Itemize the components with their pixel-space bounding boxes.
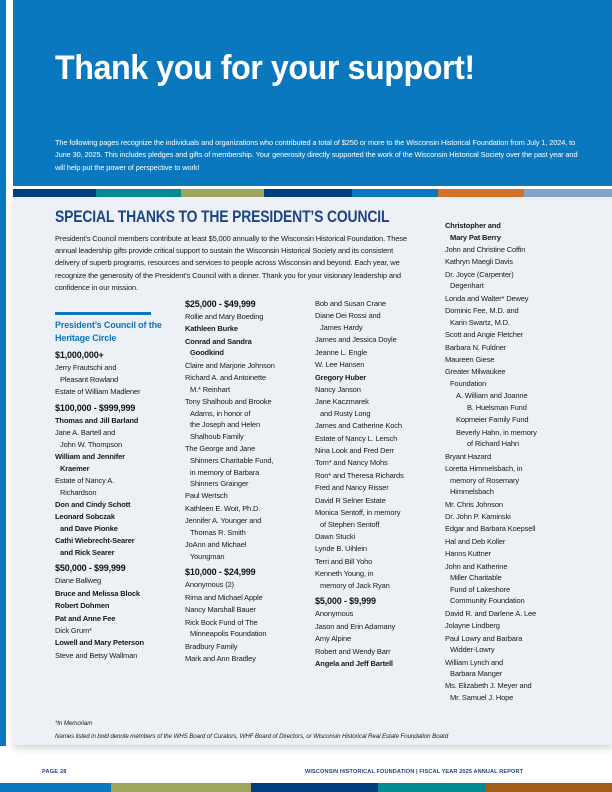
donor-entry: [55, 600, 183, 612]
donor-entry: [55, 415, 183, 427]
donor-name: Diane Dei Rossi and: [315, 311, 381, 321]
donor-name: Diane Ballweg: [55, 576, 101, 586]
donor-name: John and Christine Coffin: [445, 244, 526, 254]
donor-name-continued: Adams, in honor of: [190, 408, 251, 418]
donor-name: David R. and Darlene A. Lee: [445, 608, 537, 618]
donor-entry: [315, 470, 445, 482]
donor-entry: [185, 592, 315, 604]
donor-entry: [185, 641, 315, 653]
donor-name: Jolayne Lindberg: [445, 621, 500, 631]
donor-name: Kopmeier Family Fund: [456, 415, 529, 425]
donor-name: Kathleen Burke: [185, 324, 238, 334]
donor-name: Gregory Huber: [315, 372, 366, 382]
stripe-segment: [251, 783, 378, 792]
donor-name: Edgar and Barbara Koepsell: [445, 524, 536, 534]
donor-entry: [445, 633, 605, 656]
donor-name-continued: James Hardy: [320, 322, 363, 332]
donor-entry: [445, 342, 605, 354]
donor-list: [445, 220, 605, 704]
donor-entry: [445, 536, 605, 548]
donor-name: Dominic Fee, M.D. and: [445, 306, 519, 316]
donor-entry: [315, 621, 445, 633]
donor-entry: [315, 384, 445, 396]
report-title-footer: WISCONSIN HISTORICAL FOUNDATION | FISCAL YEAR 2025 ANNUAL REPORT: [305, 769, 524, 775]
donor-name: Anonymous (2): [185, 580, 234, 590]
donor-name-continued: Degenhart: [450, 281, 484, 291]
donor-name-continued: M.* Reinhart: [190, 384, 230, 394]
donor-name-continued: Kraemer: [60, 463, 90, 473]
color-stripe-top: [13, 189, 612, 197]
donor-name: Kathryn Maegli Davis: [445, 257, 513, 267]
hero-banner: [13, 0, 612, 186]
donor-entry: [55, 451, 183, 474]
donor-list: [55, 362, 183, 398]
donor-name-continued: in memory of Barbara: [190, 467, 260, 477]
donor-entry: [55, 475, 183, 498]
stripe-segment: [486, 783, 612, 792]
donor-name-continued: Richardson: [60, 487, 97, 497]
donor-name-continued: John W. Thompson: [60, 439, 123, 449]
stripe-segment: [438, 189, 524, 197]
donor-entry: [315, 372, 445, 384]
donor-entry: [315, 646, 445, 658]
donor-name: Jennifer A. Younger and: [185, 516, 262, 526]
donor-name: Robert Dohmen: [55, 601, 110, 611]
donor-name: Estate of Nancy A.: [55, 475, 114, 485]
donor-list: [315, 298, 445, 591]
donor-entry: [445, 620, 605, 632]
donor-column-3: [315, 298, 445, 670]
donor-entry: [185, 311, 315, 323]
donor-entry: [445, 548, 605, 560]
donor-name-continued: Shinners Grainger: [190, 479, 249, 489]
donor-entry: [315, 556, 445, 568]
donor-name: JoAnn and Michael: [185, 540, 247, 550]
donor-entry: [445, 657, 605, 680]
donor-name: Bob and Susan Crane: [315, 299, 386, 308]
section-intro: President’s Council members contribute at least $5,000 annually to the Wisconsin Historical Foundation. These annual leadership gifts provide critical support to sustain the Wisconsin Historical Society and its consistent delivery of superb programs, resources and services to people across Wisconsin and beyond. Each year, we recognize the generosity of the President’s Council with a dinner. Thank you for your visionary leadership and confidence in our mission.: [55, 234, 407, 292]
donor-name: Bryant Hazard: [445, 451, 491, 461]
donor-name-continued: Community Foundation: [450, 596, 525, 606]
donor-entry: [55, 637, 183, 649]
donor-name: Christopher and: [445, 221, 501, 230]
donor-entry: [55, 588, 183, 600]
donor-name-continued: the Joseph and Helen: [190, 420, 260, 430]
page-title: Thank you for your support!: [55, 49, 475, 87]
page-number: PAGE 28: [42, 769, 67, 775]
donor-name: William Lynch and: [445, 657, 504, 667]
donor-name: Rima and Michael Apple: [185, 592, 263, 602]
tier-heading: $50,000 - $99,999: [55, 563, 126, 574]
hero-description: The following pages recognize the individuals and organizations who contributed a total of $250 or more to the Wisconsin Historical Foundation from July 1, 2024, to June 30, 2025. This includes pledges and gifts of membership. Your generosity directly supported the work of the Wisconsin Historical Society over the past year and will help put the power of perspective to work!: [55, 138, 578, 172]
donor-name: Claire and Marjorie Johnson: [185, 360, 275, 370]
donor-entry: [315, 347, 445, 359]
donor-name: Nancy Janson: [315, 384, 361, 394]
donor-name: James and Catherine Koch: [315, 421, 402, 431]
donor-name: Estate of Nancy L. Lersch: [315, 433, 398, 443]
donor-name-continued: and Rick Searer: [60, 547, 115, 557]
donor-name-continued: Karin Swartz, M.D.: [450, 317, 510, 327]
donor-name: Lowell and Mary Peterson: [55, 638, 144, 648]
donor-name: Paul Lowry and Barbara: [445, 633, 523, 643]
donor-name: William and Jennifer: [55, 451, 125, 461]
donor-entry: [445, 499, 605, 511]
donor-entry: [55, 625, 183, 637]
donor-list: [185, 579, 315, 664]
donor-entry: [55, 575, 183, 587]
donor-entry: [185, 490, 315, 502]
stripe-segment: [524, 189, 612, 197]
donor-name-continued: Shinners Charitable Fund,: [190, 455, 274, 465]
donor-entry: [315, 658, 445, 670]
stripe-segment: [378, 783, 486, 792]
donor-name: Kathleen E. Woit, Ph.D.: [185, 503, 261, 513]
donor-entry: [445, 680, 605, 703]
donor-entry: [315, 608, 445, 620]
donor-entry: [315, 420, 445, 432]
donor-name: Jeanne L. Engle: [315, 347, 367, 357]
donor-name: Dick Grum*: [55, 626, 92, 636]
donor-name-continued: and Rusty Long: [320, 408, 371, 418]
donor-entry: [315, 507, 445, 530]
donor-entry: [185, 579, 315, 591]
section-title: SPECIAL THANKS TO THE PRESIDENT’S COUNCIL: [55, 207, 390, 226]
donor-name-continued: Widder-Lowry: [450, 645, 495, 655]
heading-rule: [55, 312, 151, 315]
donor-entry: [315, 495, 445, 507]
donor-entry: [185, 515, 315, 538]
donor-name: Jane Kaczmarek: [315, 397, 369, 407]
donor-name: Bradbury Family: [185, 641, 238, 651]
donor-list: [185, 311, 315, 562]
donor-entry: [315, 359, 445, 371]
donor-entry: [185, 653, 315, 665]
donor-name: Jane A. Bartell and: [55, 427, 116, 437]
donor-name-continued: of Richard Hahn: [467, 439, 519, 449]
donor-name: Pat and Anne Fee: [55, 613, 116, 623]
donor-entry: [185, 443, 315, 489]
donor-column-4: [445, 220, 605, 704]
donor-entry: [185, 539, 315, 562]
donor-entry: [315, 433, 445, 445]
stripe-segment: [352, 189, 438, 197]
donor-name: Mark and Ann Bradley: [185, 653, 256, 663]
donor-name-continued: Foundation: [450, 378, 487, 388]
tier-heading: $25,000 - $49,999: [185, 299, 256, 309]
donor-name-continued: Goodkind: [190, 348, 224, 358]
donor-name: Nancy Marshall Bauer: [185, 605, 256, 615]
donor-entry: [185, 396, 315, 442]
donor-name: Leonard Sobczak: [55, 512, 115, 522]
donor-name: Greater Milwaukee: [445, 367, 506, 377]
left-accent-bar: [0, 0, 6, 746]
donor-entry: [445, 354, 605, 366]
donor-entry: [445, 451, 605, 463]
donor-entry: [315, 457, 445, 469]
donor-entry: [445, 608, 605, 620]
donor-entry: [315, 298, 445, 310]
donor-entry: [55, 427, 183, 450]
heritage-circle-heading: President’s Council of the Heritage Circle: [55, 320, 162, 343]
donor-entry: [445, 390, 605, 413]
donor-name: A. William and Joanne: [456, 391, 528, 401]
donor-name: David R Selner Estate: [315, 495, 386, 505]
donor-name: Anonymous: [315, 609, 354, 619]
donor-entry: [445, 305, 605, 328]
donor-entry: [445, 329, 605, 341]
donor-name: James and Jessica Doyle: [315, 335, 397, 345]
footnotes: [55, 717, 448, 743]
donor-name: Angela and Jeff Bartell: [315, 658, 393, 668]
stripe-segment: [264, 189, 352, 197]
donor-name: Londa and Walter* Dewey: [445, 293, 529, 303]
donor-entry: [315, 482, 445, 494]
donor-name: Richard A. and Antoinette: [185, 373, 266, 383]
donor-name-continued: Thomas R. Smith: [190, 527, 246, 537]
donor-name: Rollie and Mary Boeding: [185, 312, 264, 321]
donor-name: Tony Shalhoub and Brooke: [185, 397, 272, 407]
donor-entry: [445, 427, 605, 450]
color-stripe-bottom: [0, 783, 612, 792]
donor-name: Hanns Kuttner: [445, 549, 491, 559]
donor-name-continued: Miller Charitable: [450, 573, 502, 583]
tier-heading: $10,000 - $24,999: [185, 567, 256, 578]
donor-name: The George and Jane: [185, 444, 256, 454]
donor-name: Ms. Elizabeth J. Meyer and: [445, 681, 532, 691]
donor-name: Estate of William Madlener: [55, 386, 141, 396]
donor-list: [55, 415, 183, 559]
donor-entry: [445, 269, 605, 292]
donor-name: Steve and Betsy Wallman: [55, 650, 138, 660]
donor-name-continued: Mary Pat Berry: [450, 232, 501, 242]
donor-entry: [445, 463, 605, 498]
donor-entry: [185, 604, 315, 616]
donor-entry: [185, 360, 315, 372]
bold-names-note: Names listed in bold denote members of the WHS Board of Curators, WHF Board of Directors, or Wisconsin Historical Real Estate Foundation Board: [55, 733, 449, 740]
donor-column-1: [55, 312, 183, 662]
donor-entry: [315, 543, 445, 555]
donor-name: Jerry Frautschi and: [55, 363, 117, 372]
donor-entry: [445, 561, 605, 607]
donor-name: Dr. Joyce (Carpenter): [445, 269, 514, 279]
donor-list: [55, 575, 183, 661]
donor-name: Kenneth Young, in: [315, 569, 374, 579]
donor-name: Hal and Deb Koller: [445, 536, 506, 546]
donor-entry: [55, 613, 183, 625]
donor-name-continued: Youngman: [190, 551, 225, 561]
donor-entry: [445, 220, 605, 243]
donor-entry: [445, 523, 605, 535]
donor-entry: [185, 336, 315, 359]
donor-name: W. Lee Hansen: [315, 360, 365, 370]
donor-entry: [315, 310, 445, 333]
donor-name: Bruce and Melissa Block: [55, 588, 140, 598]
donor-entry: [315, 445, 445, 457]
donor-entry: [445, 366, 605, 389]
tier-heading: $1,000,000+: [55, 350, 104, 360]
donor-entry: [445, 511, 605, 523]
donor-entry: [55, 386, 183, 398]
donor-name: Amy Alpine: [315, 634, 352, 644]
donor-name: Barbara N. Fuldner: [445, 342, 507, 352]
donor-name-continued: and Dave Pionke: [60, 523, 118, 533]
donor-name-continued: Fund of Lakeshore: [450, 584, 510, 594]
tier-heading: $5,000 - $9,999: [315, 596, 376, 607]
donor-entry: [315, 633, 445, 645]
donor-name: Don and Cindy Schott: [55, 499, 131, 509]
donor-entry: [55, 650, 183, 662]
donor-name-continued: memory of Jack Ryan: [320, 580, 390, 590]
donor-entry: [55, 535, 183, 558]
donor-entry: [185, 323, 315, 335]
memoriam-note: *In Memoriam: [55, 720, 93, 727]
donor-name: Paul Wertsch: [185, 491, 228, 501]
donor-name: Conrad and Sandra: [185, 336, 252, 346]
donor-name-continued: Minneapolis Foundation: [190, 629, 267, 639]
donor-name: Beverly Hahn, in memory: [456, 427, 537, 437]
donor-content: [13, 197, 612, 745]
donor-entry: [315, 531, 445, 543]
donor-name: Mr. Chris Johnson: [445, 499, 503, 509]
donor-name: Thomas and Jill Barland: [55, 415, 139, 425]
stripe-segment: [96, 189, 181, 197]
donor-list: [315, 608, 445, 669]
donor-entry: [185, 372, 315, 395]
donor-entry: [445, 244, 605, 256]
donor-entry: [185, 503, 315, 515]
donor-name-continued: of Stephen Sentoff: [320, 519, 380, 529]
donor-name-continued: Himmelsbach: [450, 487, 494, 497]
donor-name: Terri and Bill Yoho: [315, 556, 373, 566]
donor-name: Monica Sentoff, in memory: [315, 508, 401, 518]
stripe-segment: [111, 783, 251, 792]
donor-name: Scott and Angie Fletcher: [445, 330, 524, 340]
donor-name: Ron* and Theresa Richards: [315, 470, 404, 480]
donor-entry: [185, 617, 315, 640]
donor-entry: [315, 568, 445, 591]
donor-name: Cathi Wiebrecht-Searer: [55, 536, 135, 546]
donor-column-2: [185, 298, 315, 665]
stripe-segment: [13, 189, 96, 197]
donor-entry: [445, 414, 605, 426]
donor-name-continued: Mr. Samuel J. Hope: [450, 693, 514, 703]
donor-name-continued: B. Huelsman Fund: [467, 402, 527, 412]
donor-name-continued: Shalhoub Family: [190, 431, 244, 441]
donor-name: Robert and Wendy Barr: [315, 646, 391, 656]
donor-name: Jason and Erin Adamany: [315, 621, 396, 631]
donor-name-continued: Barbara Manger: [450, 669, 503, 679]
donor-entry: [55, 499, 183, 511]
stripe-segment: [0, 783, 111, 792]
donor-name: John and Katherine: [445, 561, 508, 571]
donor-name: Dawn Stucki: [315, 532, 356, 542]
donor-name: Fred and Nancy Risser: [315, 483, 389, 493]
donor-name: Loretta Himmelsbach, in: [445, 464, 523, 474]
donor-name-continued: memory of Rosemary: [450, 475, 519, 485]
donor-entry: [55, 511, 183, 534]
stripe-segment: [181, 189, 264, 197]
donor-entry: [445, 293, 605, 305]
donor-name-continued: Pleasant Rowland: [60, 374, 119, 384]
donor-name: Lynde B. Uihlein: [315, 544, 367, 554]
donor-entry: [55, 362, 183, 385]
donor-name: Rick Bock Fund of The: [185, 617, 258, 627]
donor-entry: [315, 396, 445, 419]
donor-name: Nina Look and Fred Derr: [315, 446, 395, 456]
donor-name: Tom* and Nancy Mohs: [315, 458, 388, 468]
tier-heading: $100,000 - $999,999: [55, 402, 136, 413]
donor-name: Maureen Giese: [445, 354, 495, 364]
donor-entry: [315, 334, 445, 346]
donor-name: Dr. John P. Kaminski: [445, 512, 511, 521]
donor-entry: [445, 256, 605, 268]
